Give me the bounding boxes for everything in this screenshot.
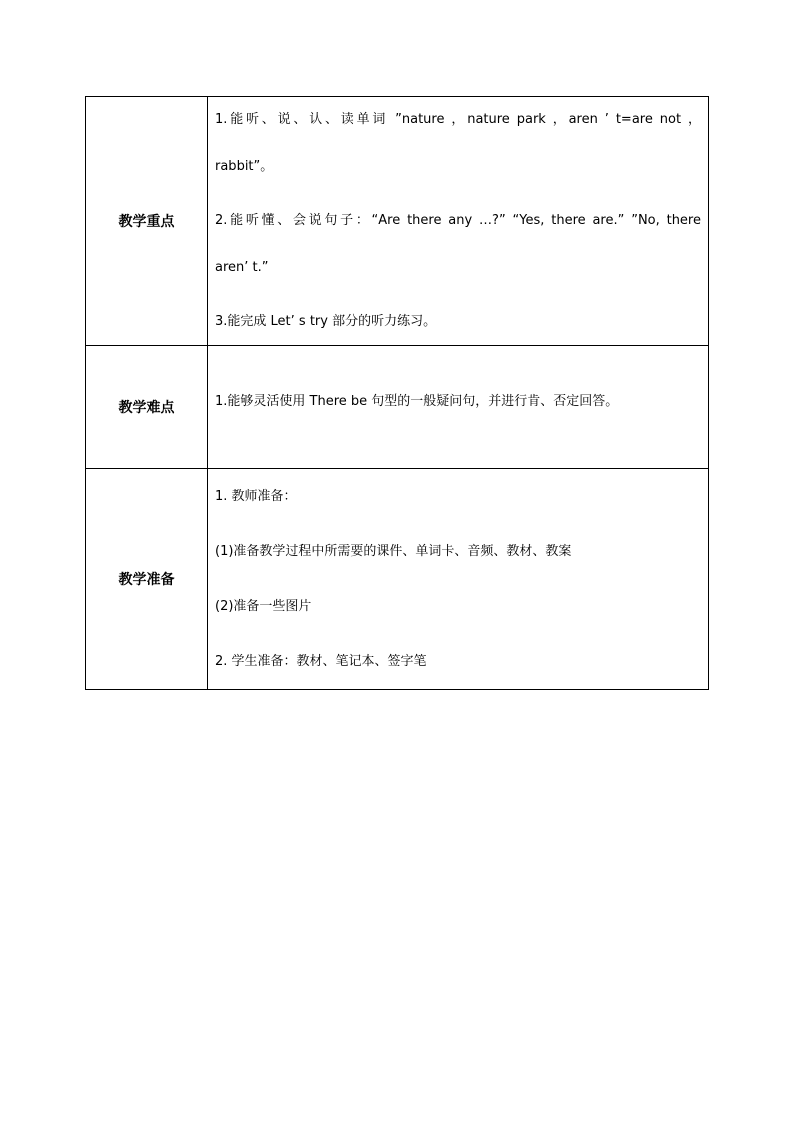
key-point-line-1: 1.能听、说、认、读单词 ”nature ，nature park ，aren ’ t=are not ， bbox=[215, 112, 701, 127]
prep-line-teacher-1: (1)准备教学过程中所需要的课件、单词卡、音频、教材、教案 bbox=[215, 543, 572, 559]
preparation-content bbox=[208, 469, 709, 690]
key-point-line-3: 3.能完成 Let’ s try 部分的听力练习。 bbox=[215, 314, 437, 329]
key-point-line-2-cont: aren’ t.” bbox=[215, 260, 269, 275]
preparation-label: 教学准备 bbox=[86, 469, 208, 690]
difficult-points-label: 教学难点 bbox=[86, 346, 208, 469]
preparation-row bbox=[86, 469, 709, 690]
difficult-point-line-1: 1.能够灵活使用 There be 句型的一般疑问句，并进行肯、否定回答。 bbox=[215, 394, 619, 409]
lesson-plan-table bbox=[85, 96, 709, 690]
difficult-points-row bbox=[86, 346, 709, 469]
key-point-line-1-cont: rabbit”。 bbox=[215, 159, 274, 174]
difficult-points-content bbox=[208, 346, 709, 469]
key-points-label: 教学重点 bbox=[86, 97, 208, 346]
prep-line-student: 2. 学生准备：教材、笔记本、签字笔 bbox=[215, 653, 427, 669]
prep-line-teacher: 1. 教师准备： bbox=[215, 488, 297, 504]
key-points-row bbox=[86, 97, 709, 346]
prep-line-teacher-2: (2)准备一些图片 bbox=[215, 598, 312, 614]
key-point-line-2: 2.能听懂、会说句子：“Are there any …?” “Yes, there are.” ”No, there bbox=[215, 213, 701, 228]
key-points-content bbox=[208, 97, 709, 346]
